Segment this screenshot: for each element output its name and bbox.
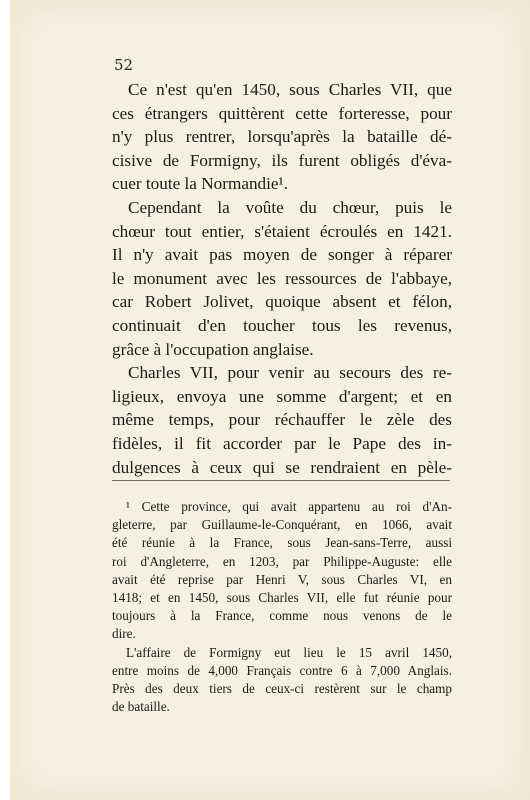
body-line: le monument avec les ressources de l'abbaye, (112, 268, 452, 288)
footnote-line: toujours à la France, comme nous venons de le (112, 608, 452, 624)
body-line: n'y plus rentrer, lorsqu'après la bataille dé- (112, 127, 452, 147)
footnote-line: 1418; et en 1450, sous Charles VII, elle fut réunie pour (112, 589, 452, 605)
body-line: fidèles, il fit accorder par le Pape des in- (112, 433, 452, 453)
footnotes (112, 498, 452, 716)
body-line: chœur tout entier, s'étaient écroulés en 1421. (112, 221, 452, 241)
page-number: 52 (114, 56, 134, 74)
footnote-line: entre moins de 4,000 Français contre 6 à 7,000 Anglais. (112, 662, 452, 678)
footnote-line: dire. (112, 626, 136, 642)
footnote-line: avait été reprise par Henri V, sous Charles VI, en (112, 571, 452, 587)
book-page (10, 0, 530, 800)
footnote-line: gleterre, par Guillaume-le-Conquérant, en 1066, avait (112, 517, 452, 533)
body-line: Cependant la voûte du chœur, puis le (128, 197, 452, 217)
body-line: cisive de Formigny, ils furent obligés d'éva- (112, 150, 452, 170)
body-line: Il n'y avait pas moyen de songer à réparer (112, 245, 452, 265)
body-line: dulgences à ceux qui se rendraient en pèle- (112, 457, 452, 477)
body-line: ces étrangers quittèrent cette forteresse, pour (112, 103, 452, 123)
footnote-line: L'affaire de Formigny eut lieu le 15 avril 1450, (126, 644, 452, 660)
body-line: cuer toute la Normandie¹. (112, 174, 289, 194)
footnote-line: été réunie à la France, sous Jean-sans-Terre, aussi (112, 535, 452, 551)
body-line: même temps, pour réchauffer le zèle des (112, 410, 452, 430)
body-line: Charles VII, pour venir au secours des re- (128, 363, 452, 383)
footnote-line: de bataille. (112, 699, 170, 715)
body-line: continuait d'en toucher tous les revenus, (112, 315, 452, 335)
body-text (112, 78, 452, 479)
footnote-divider (112, 480, 450, 481)
body-line: Ce n'est qu'en 1450, sous Charles VII, que (128, 80, 452, 99)
footnote-line: roi d'Angleterre, en 1203, par Philippe-Auguste: elle (112, 553, 452, 569)
body-line: grâce à l'occupation anglaise. (112, 339, 314, 359)
footnote-line: Près des deux tiers de ceux-ci restèrent sur le champ (112, 680, 452, 696)
footnote-line: ¹ Cette province, qui avait appartenu au roi d'An- (126, 499, 452, 514)
body-line: ligieux, envoya une somme d'argent; et en (112, 386, 452, 406)
body-line: car Robert Jolivet, quoique absent et félon, (112, 292, 452, 312)
